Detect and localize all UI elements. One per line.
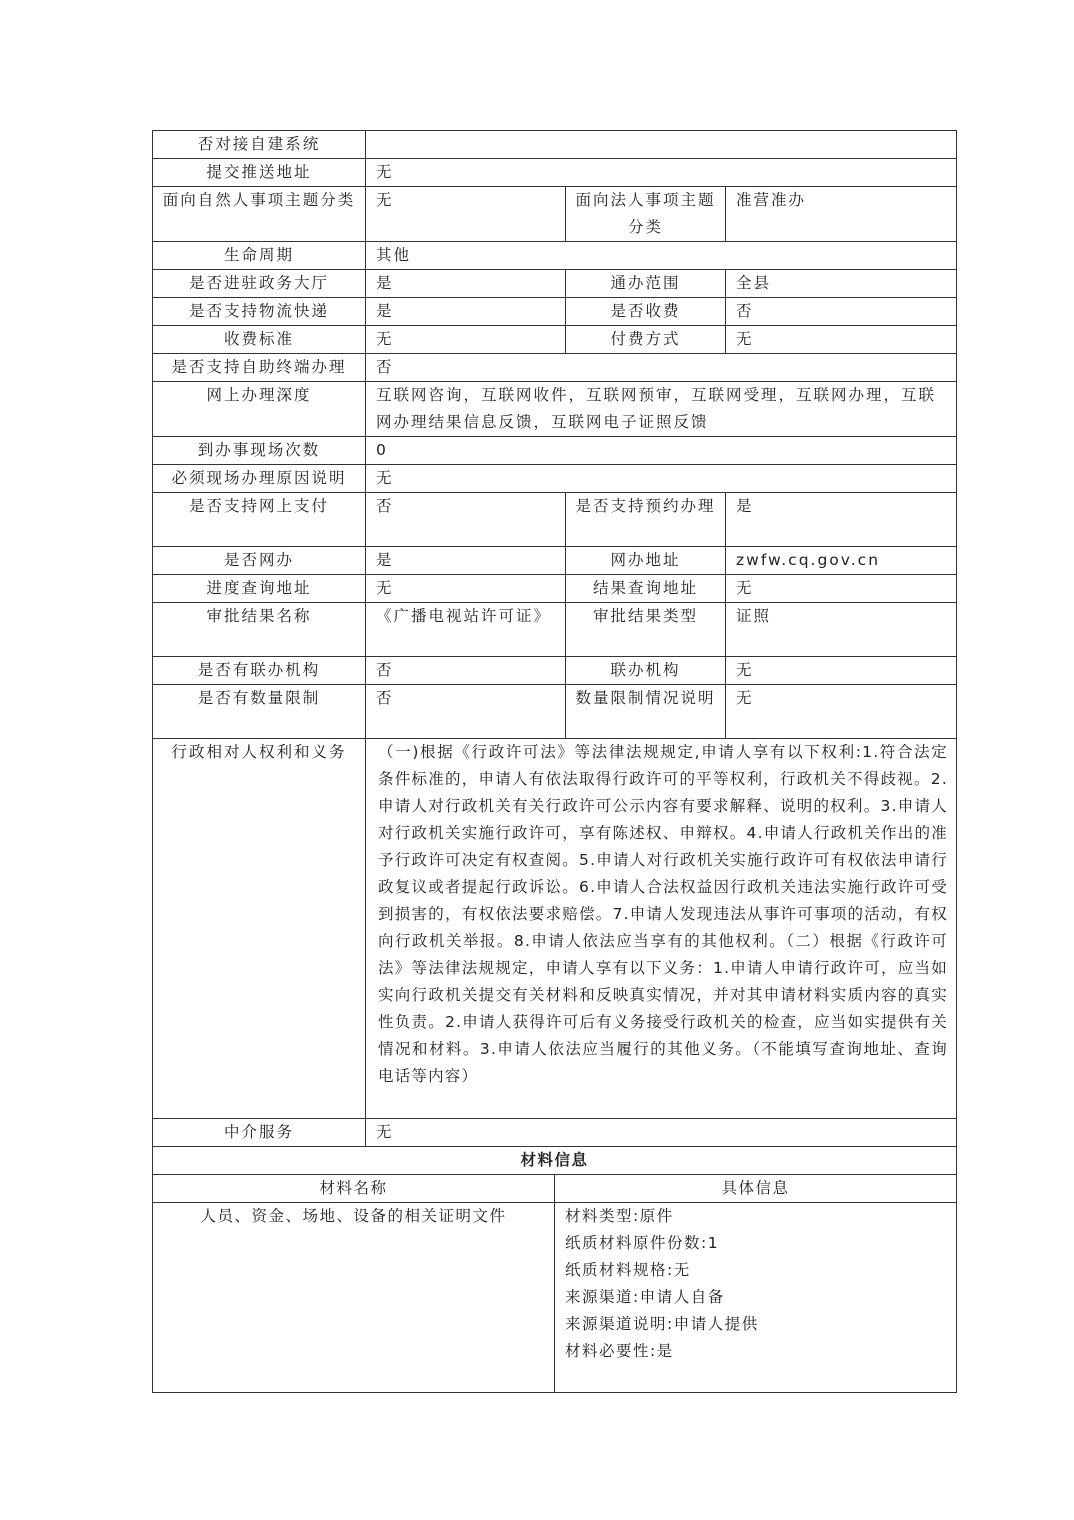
field-label: 审批结果名称: [153, 603, 366, 657]
info-row: [153, 685, 957, 739]
field-label: 网上办理深度: [153, 382, 366, 437]
info-row: [153, 739, 957, 1119]
field-label: 是否支持网上支付: [153, 493, 366, 547]
field-label: 是否进驻政务大厅: [153, 270, 366, 298]
field-value: 0: [366, 437, 957, 465]
field-value: 是: [726, 493, 957, 547]
material-source: 来源渠道:申请人自备: [565, 1288, 725, 1306]
material-source-note: 来源渠道说明:申请人提供: [565, 1315, 759, 1333]
field-value: （一)根据《行政许可法》等法律法规规定,申请人享有以下权利:1.符合法定条件标准的，申请人有依法取得行政许可的平等权利，行政机关不得歧视。2.申请人对行政机关有关行政许可公示内容有要求解释、说明的权利。3.申请人对行政机关实施行政许可，享有陈述权、申辩权。4.申请人行政机关作出的准予行政许可决定有权查阅。5.申请人对行政机关实施行政许可有权依法申请行政复议或者提起行政诉讼。6.申请人合法权益因行政机关违法实施行政许可受到损害的，有权依法要求赔偿。7.申请人发现违法从事许可事项的活动，有权向行政机关举报。8.申请人依法应当享有的其他权利。（二）根据《行政许可法》等法律法规规定，申请人享有以下义务：1.申请人申请行政许可，应当如实向行政机关提交有关材料和反映真实情况，并对其申请材料实质内容的真实性负责。2.申请人获得许可后有义务接受行政机关的检查，应当如实提供有关情况和材料。3.申请人依法应当履行的其他义务。（不能填写查询地址、查询电话等内容）: [366, 739, 957, 1119]
field-label: 中介服务: [153, 1119, 366, 1147]
service-info-table: [152, 130, 957, 1147]
info-row: [153, 270, 957, 298]
materials-section-row: [153, 1147, 957, 1175]
field-value: 否: [366, 354, 957, 382]
field-label: 进度查询地址: [153, 575, 366, 603]
materials-table: [152, 1146, 957, 1393]
field-label: 是否支持物流快递: [153, 298, 366, 326]
info-row: [153, 1119, 957, 1147]
info-row: [153, 493, 957, 547]
field-label: 是否有数量限制: [153, 685, 366, 739]
field-value: 全县: [726, 270, 957, 298]
field-value: 是: [366, 270, 566, 298]
info-row: [153, 657, 957, 685]
field-label: 审批结果类型: [566, 603, 726, 657]
field-label: 面向法人事项主题分类: [566, 187, 726, 242]
material-paper-copies: 纸质材料原件份数:1: [565, 1234, 720, 1252]
field-value: 无: [726, 685, 957, 739]
field-value: 否: [366, 685, 566, 739]
field-label: 付费方式: [566, 326, 726, 354]
field-value: 其他: [366, 242, 957, 270]
field-value: 无: [726, 575, 957, 603]
field-label: 网办地址: [566, 547, 726, 575]
field-label: 面向自然人事项主题分类: [153, 187, 366, 242]
document-page: [152, 130, 956, 1393]
field-value: 否: [366, 657, 566, 685]
field-value: 无: [366, 187, 566, 242]
field-label: 数量限制情况说明: [566, 685, 726, 739]
field-label: 是否支持预约办理: [566, 493, 726, 547]
field-value: [366, 131, 957, 159]
field-value: 《广播电视站许可证》: [366, 603, 566, 657]
material-detail-header: 具体信息: [555, 1175, 957, 1203]
info-row: [153, 354, 957, 382]
material-type: 材料类型:原件: [565, 1207, 674, 1225]
field-label: 必须现场办理原因说明: [153, 465, 366, 493]
field-label: 收费标准: [153, 326, 366, 354]
material-row: [153, 1203, 957, 1393]
field-value: 是: [366, 298, 566, 326]
field-label: 结果查询地址: [566, 575, 726, 603]
materials-header-row: [153, 1175, 957, 1203]
info-row: [153, 603, 957, 657]
field-value: zwfw.cq.gov.cn: [726, 547, 957, 575]
info-row: [153, 437, 957, 465]
material-paper-spec: 纸质材料规格:无: [565, 1261, 691, 1279]
field-label: 是否收费: [566, 298, 726, 326]
info-row: [153, 575, 957, 603]
field-value: 证照: [726, 603, 957, 657]
info-row: [153, 187, 957, 242]
field-label: 生命周期: [153, 242, 366, 270]
field-label: 是否支持自助终端办理: [153, 354, 366, 382]
info-row: [153, 382, 957, 437]
field-value: 无: [366, 465, 957, 493]
info-table-body: [153, 131, 957, 1147]
field-label: 联办机构: [566, 657, 726, 685]
field-value: 无: [366, 326, 566, 354]
material-name-header: 材料名称: [153, 1175, 555, 1203]
info-row: [153, 465, 957, 493]
field-label: 是否有联办机构: [153, 657, 366, 685]
field-label: 是否网办: [153, 547, 366, 575]
materials-section-title: 材料信息: [153, 1147, 957, 1175]
field-value: 无: [726, 326, 957, 354]
field-value: 否: [726, 298, 957, 326]
field-value: 否: [366, 493, 566, 547]
field-label: 到办事现场次数: [153, 437, 366, 465]
info-row: [153, 326, 957, 354]
field-value: 准营准办: [726, 187, 957, 242]
field-value: 无: [366, 1119, 957, 1147]
info-row: [153, 547, 957, 575]
info-row: [153, 131, 957, 159]
field-value: 无: [366, 575, 566, 603]
info-row: [153, 242, 957, 270]
material-name: 人员、资金、场地、设备的相关证明文件: [153, 1203, 555, 1393]
info-row: [153, 159, 957, 187]
material-necessity: 材料必要性:是: [565, 1342, 674, 1360]
field-label: 否对接自建系统: [153, 131, 366, 159]
field-value: 无: [726, 657, 957, 685]
field-value: 是: [366, 547, 566, 575]
field-label: 提交推送地址: [153, 159, 366, 187]
field-label: 通办范围: [566, 270, 726, 298]
field-value: 无: [366, 159, 957, 187]
field-value: 互联网咨询，互联网收件，互联网预审，互联网受理，互联网办理，互联网办理结果信息反馈，互联网电子证照反馈: [366, 382, 957, 437]
material-details: [555, 1203, 957, 1393]
info-row: [153, 298, 957, 326]
field-label: 行政相对人权利和义务: [153, 739, 366, 1119]
